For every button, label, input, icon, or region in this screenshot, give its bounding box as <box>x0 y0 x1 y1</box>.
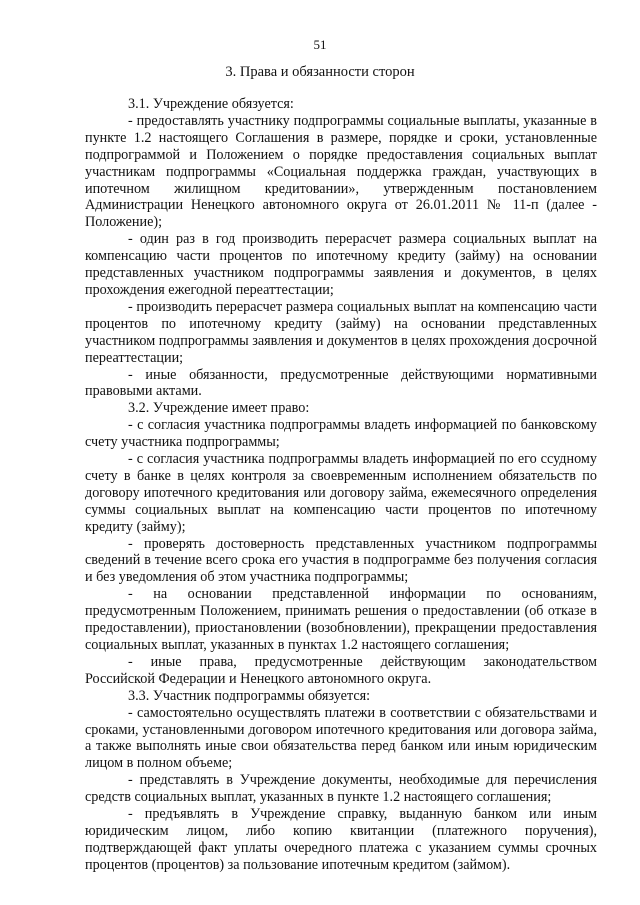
paragraph: - предоставлять участнику подпрограммы социальные выплаты, указанные в пункте 1.2 настоящего Соглашения в размере, порядке и сроки, установленные подпрограммой и Положением о порядке предоставления социальных выплат участникам подпрограммы «Социальная поддержка граждан, участвующих в ипотечном жилищном кредитовании», утвержденным постановлением Администрации Ненецкого автономного округа от 26.01.2011 № 11-п (далее - Положение); <box>85 112 597 231</box>
paragraph: - проверять достоверность представленных участником подпрограммы сведений в течение всего срока его участия в подпрограмме без получения согласия и без уведомления об этом участника подпрограммы; <box>85 535 597 586</box>
clause-heading-3-3: 3.3. Участник подпрограммы обязуется: <box>128 687 371 704</box>
section-title: 3. Права и обязанности сторон <box>225 64 415 80</box>
document-body <box>85 96 597 874</box>
paragraph: - предъявлять в Учреждение справку, выданную банком или иным юридическим лицом, либо копию квитанции (платежного поручения), подтверждающей факт уплаты очередного платежа с указанием суммы срочных процентов (процентов) за пользование ипотечным кредитом (займом). <box>85 806 597 873</box>
paragraph: - самостоятельно осуществлять платежи в соответствии с обязательствами и сроками, установленными договором ипотечного кредитования или договора займа, а также выполнять иные свои обязательства перед банком или иным юридическим лицом в полном объеме; <box>85 704 597 772</box>
clause-heading-3-2: 3.2. Учреждение имеет право: <box>128 400 310 417</box>
paragraph: - иные обязанности, предусмотренные действующими нормативными правовыми актами. <box>85 366 597 400</box>
paragraph: - представлять в Учреждение документы, необходимые для перечисления средств социальных выплат, указанных в пункте 1.2 настоящего соглашения; <box>85 772 597 806</box>
paragraph: - на основании представленной информации по основаниям, предусмотренным Положением, принимать решения о предоставлении (об отказе в предоставлении), приостановлении (возобновлении), прекращении предоставления социальных выплат, указанных в пунктах 1.2 настоящего соглашения; <box>85 586 597 653</box>
clause-heading-3-1: 3.1. Учреждение обязуется: <box>128 96 294 112</box>
paragraph: - один раз в год производить перерасчет размера социальных выплат на компенсацию части процентов по ипотечному кредиту (займу) на основании представленных участником подпрограммы заявления и документов, в целях прохождения ежегодной переаттестации; <box>85 231 597 298</box>
paragraph: - иные права, предусмотренные действующим законодательством Российской Федерации и Ненецкого автономного округа. <box>85 653 597 687</box>
page-number: 51 <box>313 37 327 52</box>
paragraph: - производить перерасчет размера социальных выплат на компенсацию части процентов по ипотечному кредиту (займу) на основании представленных участником подпрограммы заявления и документов в целях прохождения досрочной переаттестации; <box>85 298 597 366</box>
paragraph: - с согласия участника подпрограммы владеть информацией по банковскому счету участника подпрограммы; <box>85 417 597 451</box>
paragraph: - с согласия участника подпрограммы владеть информацией по его ссудному счету в банке в целях контроля за своевременным исполнением обязательств по договору ипотечного кредитования или договору займа, ежемесячного определения суммы социальных выплат на компенсацию части процентов по ипотечному кредиту (займу); <box>85 451 597 535</box>
